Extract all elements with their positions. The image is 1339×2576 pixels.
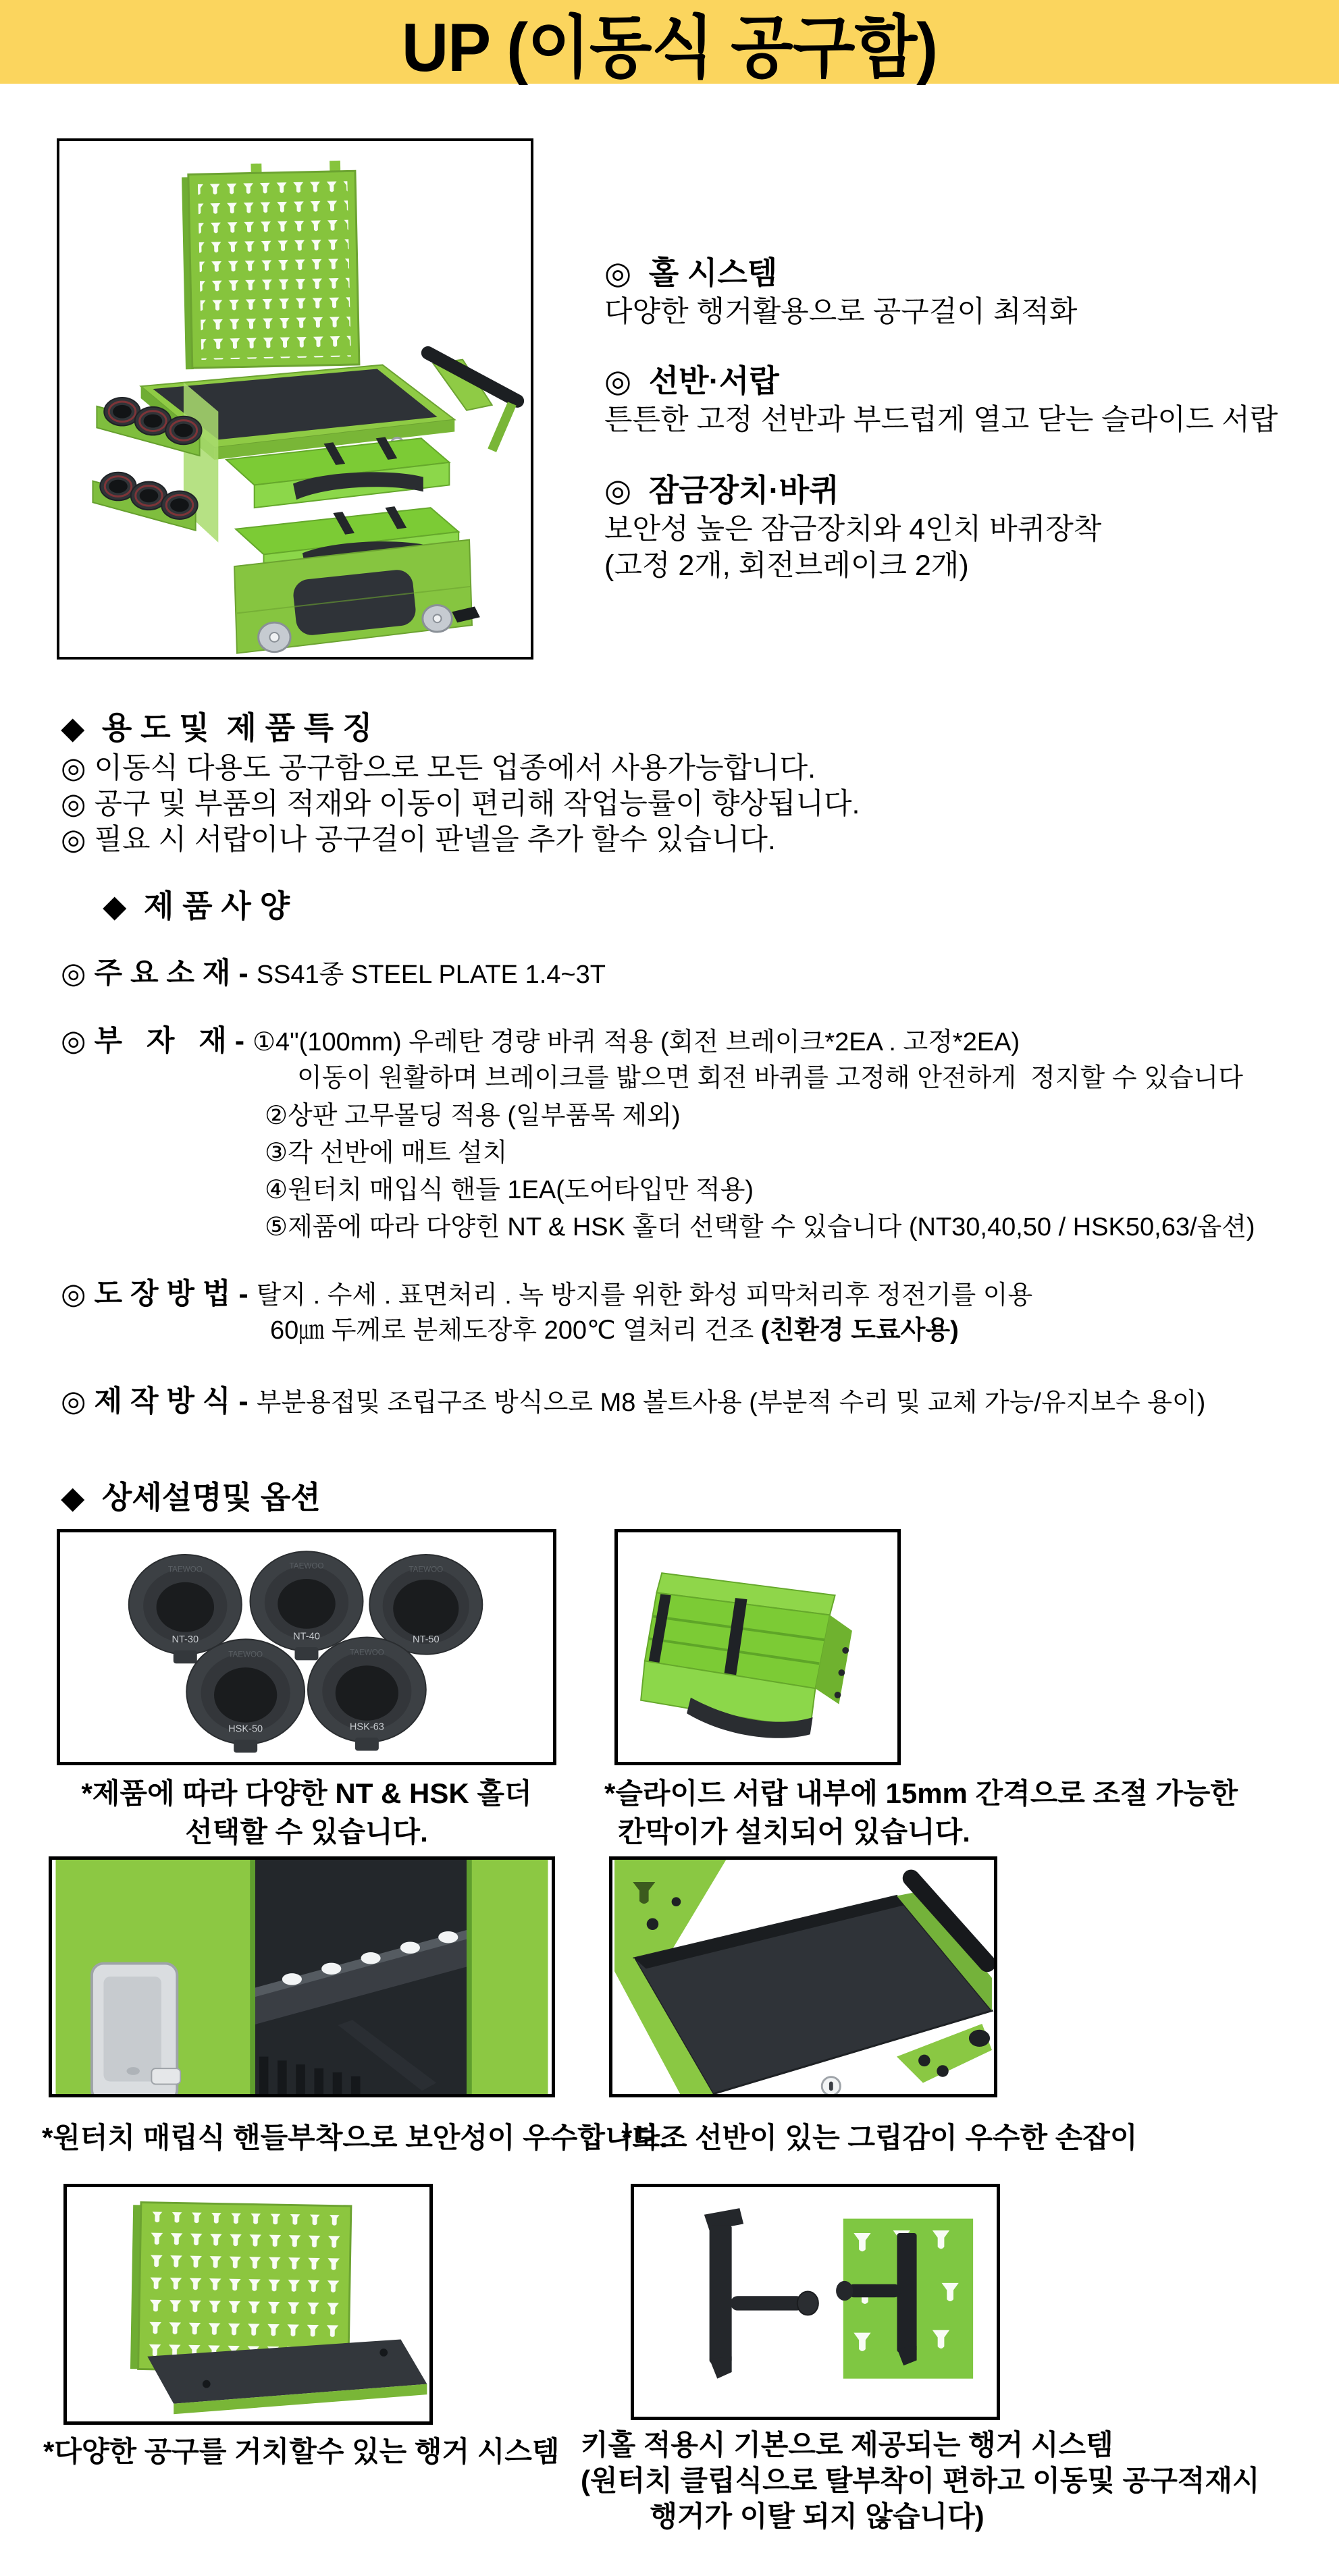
feature-shelf-drawer-heading: ◎ 선반·서랍 [604,363,779,398]
main-product-photo-frame [57,138,533,660]
hanger-pegboard-illustration [67,2187,429,2421]
feature-lock-wheel-body1: 보안성 높은 잠금장치와 4인치 바퀴장착 [604,513,1102,545]
hanger-hook-single [704,2208,818,2379]
hanger-pegboard-photo-frame [63,2184,433,2425]
caption-holders-line2: 선택할 수 있습니다. [185,1816,428,1848]
usage-item-1: ◎ 이동식 다용도 공구함으로 모든 업종에서 사용가능합니다. [61,752,816,784]
caption-grip-handle: *보조 선반이 있는 그립감이 우수한 손잡이 [621,2122,1138,2153]
usage-item-2: ◎ 공구 및 부품의 적재와 이동이 편리해 작업능률이 향상됩니다. [61,788,860,820]
keyhole-lock [822,2077,840,2094]
spec-parts-sub3: ③각 선반에 매트 설치 [265,1139,508,1167]
spec-parts-sub2: ②상판 고무몰딩 적용 (일부품목 제외) [265,1102,681,1130]
spec-paint-sub-row [270,1316,959,1346]
spec-paint-row [61,1278,1032,1311]
caption-hanger-pegboard: *다양한 공구를 거치할수 있는 행거 시스템 [43,2436,560,2467]
caption-door-handle: *원터치 매립식 핸들부착으로 보안성이 우수합니다. [42,2122,668,2153]
svg-text:TAEWOO: TAEWOO [409,1565,444,1574]
door-handle-photo-frame [49,1856,555,2097]
spec-build-text: 부분용접및 조립구조 방식으로 M8 볼트사용 (부분적 수리 및 교체 가능/유지보수 용이) [256,1389,1206,1417]
holder-ring-hsk63 [308,1637,426,1750]
slide-drawer-photo-frame [614,1529,901,1765]
feature-lock-wheel-heading: ◎ 잠금장치·바퀴 [604,473,839,508]
caption-slide-drawer-line2: 칸막이가 설치되어 있습니다. [618,1816,970,1848]
spec-parts-label: ◎ 부 자 재 - [61,1025,253,1057]
holder-ring-hsk50 [186,1639,305,1752]
spec-paint-sub-text: 60㎛ 두께로 분체도장후 200℃ 열처리 건조 [270,1316,761,1345]
feature-shelf-drawer-body: 튼튼한 고정 선반과 부드럽게 열고 닫는 슬라이드 서랍 [604,404,1278,436]
pegboard-panel [182,160,359,369]
svg-text:NT-50: NT-50 [412,1634,440,1646]
caption-hanger-hook-line3: 행거가 이탈 되지 않습니다) [650,2500,984,2532]
svg-text:TAEWOO: TAEWOO [289,1561,324,1571]
one-touch-handle [92,1964,180,2094]
spec-parts-text: ①4"(100mm) 우레탄 경량 바퀴 적용 (회전 브레이크*2EA . 고정*2EA) [252,1028,1020,1056]
spec-paint-text: 탈지 . 수세 . 표면처리 . 녹 방지를 위한 화성 피막처리후 정전기를 이용 [256,1281,1033,1310]
spec-paint-label: ◎ 도 장 방 법 - [61,1278,257,1310]
spec-build-label: ◎ 제 작 방 식 - [61,1385,257,1418]
svg-text:NT-40: NT-40 [293,1631,320,1642]
spec-parts-sub4: ④원터치 매입식 핸들 1EA(도어타입만 적용) [265,1176,754,1204]
hanger-hook-photo-frame [631,2184,1000,2420]
spec-parts-sub1: 이동이 원활하며 브레이크를 밟으면 회전 바퀴를 고정해 안전하게 정지할 수 있습니다 [297,1064,1243,1092]
holder-ring-nt50 [369,1555,482,1655]
usage-item-3: ◎ 필요 시 서랍이나 공구걸이 판넬을 추가 할수 있습니다. [61,824,776,856]
caption-holders-line1: *제품에 따라 다양한 NT & HSK 홀더 [81,1777,532,1809]
hanger-hook-illustration [634,2187,997,2417]
holders-photo-frame [57,1529,556,1765]
svg-text:TAEWOO: TAEWOO [349,1648,384,1657]
door-handle-illustration [52,1860,552,2094]
spec-material-label: ◎ 주 요 소 재 - [61,957,257,990]
usage-heading: ◆ 용 도 및 제 품 특 징 [61,710,373,745]
spec-build-row [61,1385,1205,1418]
caption-slide-drawer-line1: *슬라이드 서랍 내부에 15mm 간격으로 조절 가능한 [604,1777,1238,1809]
spec-material-text: SS41종 STEEL PLATE 1.4~3T [256,961,606,989]
svg-text:HSK-63: HSK-63 [349,1721,384,1733]
tool-cart-illustration [59,141,531,657]
pegboard-patch [836,2219,973,2379]
feature-lock-wheel-body2: (고정 2개, 회전브레이크 2개) [604,549,969,582]
spec-parts-row [61,1025,1020,1058]
details-heading: ◆ 상세설명및 옵션 [61,1480,321,1515]
slide-drawer-illustration [618,1532,897,1762]
spec-heading: ◆ 제 품 사 양 [103,888,290,923]
side-holder-rack-2 [93,473,197,531]
spec-paint-sub-bold: (친환경 도료사용) [760,1316,959,1345]
svg-text:TAEWOO: TAEWOO [167,1565,203,1574]
nt-hsk-holders-illustration [60,1532,553,1762]
feature-hole-system-body: 다양한 행거활용으로 공구걸이 최적화 [604,296,1078,328]
spec-parts-sub5: ⑤제품에 따라 다양힌 NT & HSK 홀더 선택할 수 있습니다 (NT30,40,50 / HSK50,63/옵션) [265,1213,1255,1241]
caption-hanger-hook-line2: (원터치 클립식으로 탈부착이 편하고 이동및 공구적재시 [581,2465,1260,2496]
spec-material-row [61,957,606,990]
grip-handle-illustration [612,1860,994,2094]
svg-text:NT-30: NT-30 [172,1634,199,1646]
svg-text:HSK-50: HSK-50 [228,1723,263,1735]
grip-handle-photo-frame [609,1856,997,2097]
page-title: UP (이동식 공구함) [401,9,938,86]
caption-hanger-hook-line1: 키홀 적용시 기본으로 제공되는 행거 시스템 [581,2429,1113,2461]
feature-hole-system-heading: ◎ 홀 시스템 [604,255,778,290]
title-banner [0,0,1339,84]
svg-text:TAEWOO: TAEWOO [228,1650,263,1659]
